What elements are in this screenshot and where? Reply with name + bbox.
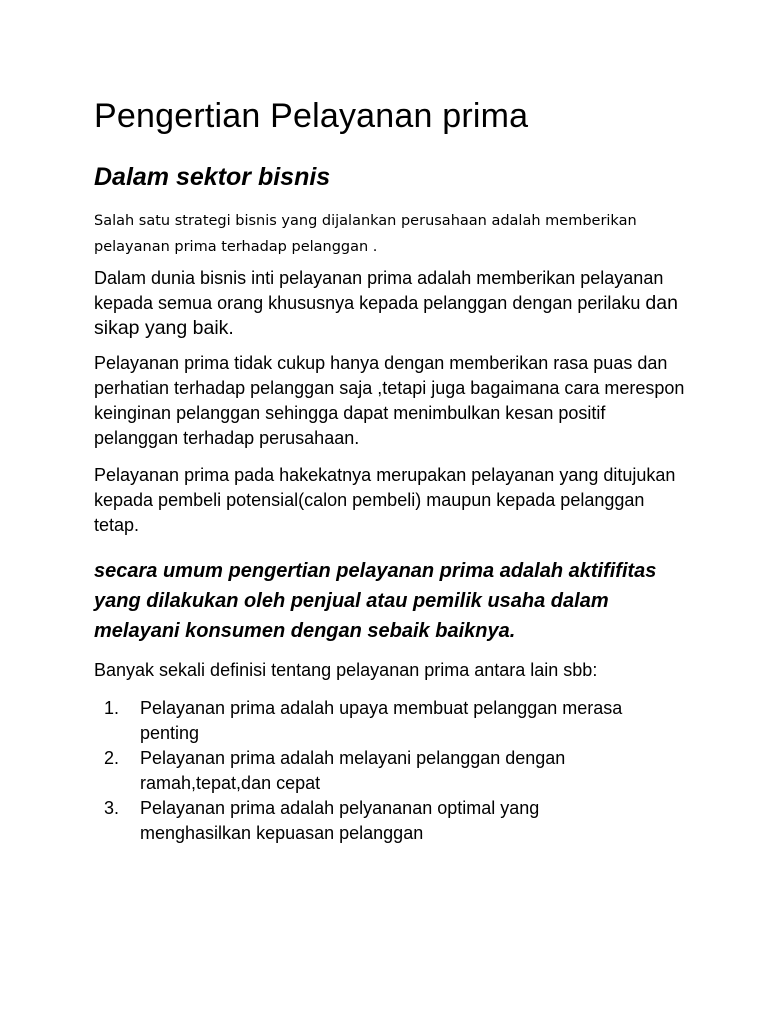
list-item-number: 3. <box>104 798 120 818</box>
list-item-text: Pelayanan prima adalah pelyananan optimal yang menghasilkan kepuasan pelanggan <box>140 798 540 843</box>
paragraph-1 <box>94 266 694 341</box>
definition-list <box>94 696 694 846</box>
list-item-text: Pelayanan prima adalah upaya membuat pelanggan merasa penting <box>140 698 623 743</box>
paragraph-1-tail: dan sikap yang baik. <box>94 292 678 339</box>
list-item-number: 2. <box>104 748 120 768</box>
list-item-text: Pelayanan prima adalah melayani pelanggan dengan ramah,tepat,dan cepat <box>140 748 566 793</box>
list-item-number: 1. <box>104 698 120 718</box>
section-subtitle: Dalam sektor bisnis <box>94 163 331 191</box>
document-page <box>94 88 694 846</box>
paragraph-1-text: Dalam dunia bisnis inti pelayanan prima adalah memberikan pelayanan kepada semua orang khususnya kepada pelanggan dengan perilaku <box>94 268 664 313</box>
emphasis-paragraph: secara umum pengertian pelayanan prima adalah aktififitas yang dilakukan oleh penjual atau pemilik usaha dalam melayani konsumen dengan sebaik baiknya. <box>94 560 657 642</box>
list-intro: Banyak sekali definisi tentang pelayanan prima antara lain sbb: <box>94 660 598 680</box>
paragraph-2: Pelayanan prima tidak cukup hanya dengan memberikan rasa puas dan perhatian terhadap pelanggan saja ,tetapi juga bagaimana cara merespon keinginan pelanggan sehingga dapat menimbulkan kesan positif pelanggan terhadap perusahaan. <box>94 353 685 448</box>
list-item <box>94 746 650 796</box>
page-title: Pengertian Pelayanan prima <box>94 97 529 135</box>
intro-paragraph: Salah satu strategi bisnis yang dijalankan perusahaan adalah memberikan pelayanan prima terhadap pelanggan . <box>94 213 637 255</box>
list-item <box>94 796 650 846</box>
paragraph-3: Pelayanan prima pada hakekatnya merupakan pelayanan yang ditujukan kepada pembeli potensial(calon pembeli) maupun kepada pelanggan tetap. <box>94 465 676 535</box>
list-item <box>94 696 650 746</box>
